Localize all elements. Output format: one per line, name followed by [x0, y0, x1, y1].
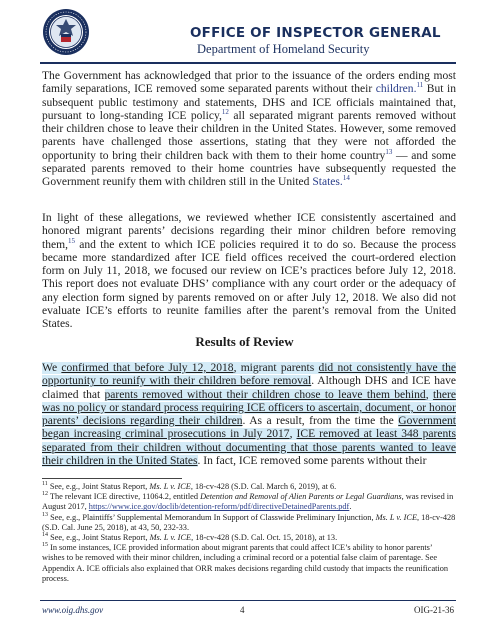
para1-text-b: But in subsequent public testimony and statements, DHS and ICE officials maintained that, pursuant to long-standing ICE policy, [42, 83, 456, 122]
para3-t1: , migrant parents [233, 362, 319, 374]
header-divider [40, 62, 456, 64]
footnote-ref-12[interactable]: 12 [221, 108, 229, 117]
footer-url[interactable]: www.oig.dhs.gov [42, 605, 104, 615]
para3-t3: , [425, 388, 433, 401]
footnote-divider [42, 478, 182, 479]
footnote-text: See, e.g., Joint Status Report, [48, 533, 150, 543]
highlight-govt-began: Government began increasing criminal prosecutions in July 2017 [42, 415, 456, 441]
highlight-ice-removed: ICE removed at least 348 parents separated from their children without documenting that those parents wanted to leave their children in the United States [42, 428, 456, 468]
highlight-did-not: did not consistently have the opportunity to reunify with their children before removal [42, 362, 456, 388]
footnote-text: See, e.g., Plaintiffs’ Supplemental Memorandum In Support of Classwide Preliminary Injunction, [48, 512, 376, 522]
office-title: OFFICE OF INSPECTOR GENERAL [190, 25, 441, 41]
footnote-13 [42, 513, 456, 533]
footnote-number: 14 [42, 532, 48, 539]
department-subtitle: Department of Homeland Security [197, 42, 370, 56]
paragraph-2 [42, 212, 456, 332]
para2-text-a: In light of these allegations, we reviewed whether ICE consistently ascertained and honored migrant parents’ decisions regarding their minor children before removing them, [42, 212, 456, 251]
footnote-text: , 18-cv-428 (S.D. Cal. June 25, 2018), at 43, 50, 232-33. [42, 512, 456, 532]
highlight-confirmed: confirmed that before July 12, 2018 [61, 362, 234, 374]
footnote-title: Detention and Removal of Alien Parents or Legal Guardians [200, 492, 402, 502]
footnote-text: , 18-cv-428 (S.D. Cal. Oct. 15, 2018), at 13. [191, 533, 338, 543]
footnotes [42, 482, 456, 584]
dhs-seal-icon [42, 8, 90, 56]
page-number: 4 [240, 605, 245, 615]
footnote-text: In some instances, ICE provided information about migrant parents that could affect ICE’s ability to honor parents’ wishes to be removed with their minor children, including a criminal record or a potential false claim of parentage. See Appendix A. ICE officials also explained that ORR makes decisions regarding child custody that impacts the reunification process. [42, 543, 449, 583]
para3-t6: . In fact, ICE removed some parents without their [197, 455, 427, 468]
footnote-text: See, e.g., Joint Status Report, [47, 482, 150, 491]
footnote-ref-13[interactable]: 13 [385, 147, 393, 156]
highlight-no-policy: there was no policy or standard process requiring ICE officers to ascertain, document, or honor parents’ decisions regarding their children [42, 388, 457, 428]
footnote-number: 13 [42, 511, 48, 518]
para3-we: We [42, 362, 62, 374]
footnote-text: The relevant ICE directive, 11064.2, entitled [48, 492, 201, 502]
footnote-text: , was revised in August 2017, [42, 492, 454, 512]
para1-text-c: all separated migrant parents removed without their children chose to leave their children in the United States. However, some removed parents have challenged those assertions, stating that they were not afforded the opportunity to bring their children back with them to their home country [42, 109, 456, 162]
footnote-case-name: Ms. L v. ICE [149, 482, 191, 491]
directive-link[interactable]: https://www.ice.gov/doclib/detention-reform/pdf/directiveDetainedParents.pdf [88, 502, 350, 512]
para1-text-a: The Government has acknowledged that prior to the issuance of the orders ending most family separations, ICE removed some separated parents without their [42, 70, 456, 96]
footnote-12 [42, 492, 456, 512]
paragraph-3 [42, 362, 456, 468]
footnote-case-name: Ms. L v. ICE [375, 512, 418, 522]
footnote-number: 11 [42, 481, 48, 488]
footnote-number: 12 [42, 491, 48, 498]
footnote-14 [42, 533, 456, 543]
footnote-ref-15[interactable]: 15 [67, 236, 75, 245]
report-id: OIG-21-36 [414, 605, 454, 615]
para3-t5: , [289, 428, 297, 441]
footnote-ref-11[interactable]: 11 [416, 81, 424, 90]
highlight-parents-removed: parents removed without their children chose to leave them behind [104, 388, 426, 401]
footnote-ref-14[interactable]: 14 [342, 174, 350, 183]
footnote-number: 15 [42, 542, 48, 549]
page-footer [40, 601, 456, 619]
results-heading: Results of Review [195, 334, 294, 349]
para1-text-d: — and some separated parents removed to their home countries have subsequently requested the Government reunify them with children still in the United [42, 149, 456, 189]
para2-text-b: and the extent to which ICE policies required it to do so. Because the process became more standardized after ICE field offices received the court-ordered election form on July 11, 2018, we focused our review on ICE’s practices before July 12, 2018. This report does not evaluate DHS’ compliance with any court order or the adequacy of any election form signed by parents removed on or after July 12, 2018. We also did not evaluate ICE’s efforts to reunite families after the parent’s removal from the United States. [42, 238, 456, 331]
para3-t4: . As a result, from the time the [242, 415, 399, 428]
footnote-case-name: Ms. L v. ICE [149, 533, 192, 543]
page-header [42, 8, 462, 60]
footnote-11 [42, 482, 456, 492]
para3-t2: . Although DHS and ICE have claimed that [42, 375, 456, 401]
footnote-15 [42, 543, 456, 584]
footnote-text: , 18-cv-428 (S.D. Cal. March 6, 2019), at 6. [190, 482, 337, 491]
paragraph-1 [42, 70, 456, 190]
children-link[interactable]: children. [375, 83, 417, 96]
footnote-text: . [349, 502, 352, 512]
states-link[interactable]: States. [312, 176, 343, 189]
